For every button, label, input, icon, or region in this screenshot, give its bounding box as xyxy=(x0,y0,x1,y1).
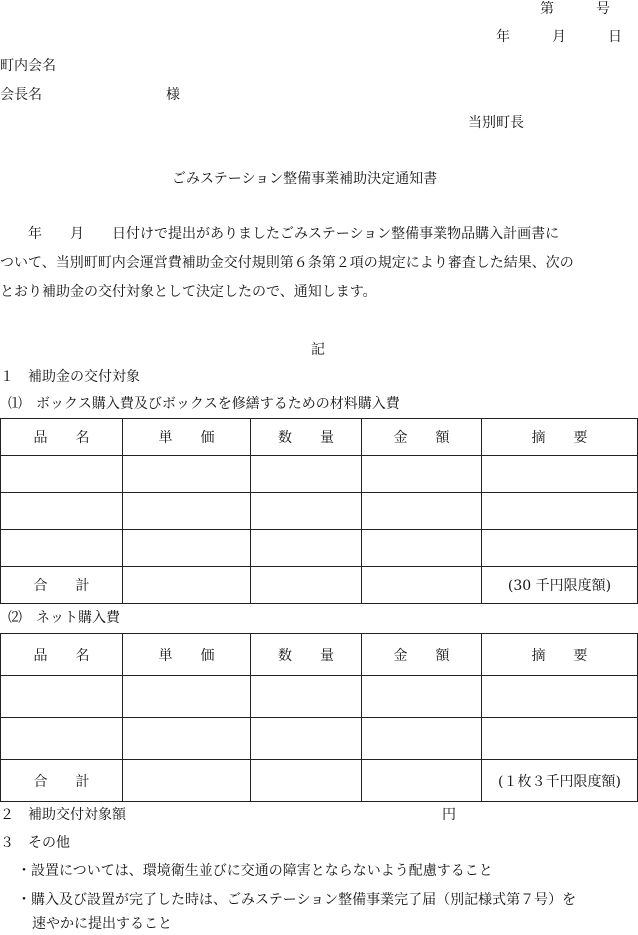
input-cell[interactable] xyxy=(251,530,362,567)
sender: 当別町長 xyxy=(468,115,524,131)
input-cell[interactable] xyxy=(251,493,362,530)
col-unit-price: 単 価 xyxy=(123,634,251,676)
section3-heading: ３ その他 xyxy=(0,835,70,851)
col-amount: 金 額 xyxy=(362,634,482,676)
input-cell[interactable] xyxy=(1,530,123,567)
input-cell[interactable] xyxy=(1,493,123,530)
input-cell[interactable] xyxy=(123,530,251,567)
limit-note: (１枚３千円限度額) xyxy=(482,760,638,802)
table-row xyxy=(1,456,638,493)
input-cell[interactable] xyxy=(1,456,123,493)
table-row xyxy=(1,493,638,530)
bullet-item: ・購入及び設置が完了した時は、ごみステーション整備事業完了届（別記様式第７号）を xyxy=(17,892,577,908)
input-cell[interactable] xyxy=(123,718,251,760)
input-cell[interactable] xyxy=(482,456,638,493)
body-line-3: とおり補助金の交付対象として決定したので、通知します。 xyxy=(0,284,377,300)
number-line: 第 号 xyxy=(540,1,610,17)
col-item-name: 品 名 xyxy=(1,634,123,676)
section2-heading: ２ 補助交付対象額 xyxy=(0,807,126,823)
input-cell[interactable] xyxy=(482,718,638,760)
input-cell[interactable] xyxy=(1,718,123,760)
input-cell[interactable] xyxy=(251,760,362,802)
input-cell[interactable] xyxy=(362,456,482,493)
date-line: 年 月 日 xyxy=(496,29,622,45)
input-cell[interactable] xyxy=(251,456,362,493)
col-quantity: 数 量 xyxy=(251,419,362,456)
col-quantity: 数 量 xyxy=(251,634,362,676)
table-row xyxy=(1,530,638,567)
input-cell[interactable] xyxy=(362,567,482,604)
table1-caption: ⑴ ボックス購入費及びボックスを修繕するための材料購入費 xyxy=(8,396,400,412)
table2-caption: ⑵ ネット購入費 xyxy=(8,610,120,626)
table-total-row xyxy=(1,760,638,802)
total-label: 合 計 xyxy=(1,760,123,802)
col-remarks: 摘 要 xyxy=(482,419,638,456)
col-unit-price: 単 価 xyxy=(123,419,251,456)
honorific: 様 xyxy=(166,87,180,103)
col-item-name: 品 名 xyxy=(1,419,123,456)
input-cell[interactable] xyxy=(362,676,482,718)
section1-heading: １ 補助金の交付対象 xyxy=(0,369,140,385)
association-name-label: 町内会名 xyxy=(0,58,56,74)
body-paragraph xyxy=(0,220,638,307)
total-label: 合 計 xyxy=(1,567,123,604)
bullet-item: ・設置については、環境衛生並びに交通の障害とならないよう配慮すること xyxy=(17,863,493,879)
bullet-item-continuation: 速やかに提出すること xyxy=(32,916,172,932)
input-cell[interactable] xyxy=(362,493,482,530)
ki-marker: 記 xyxy=(311,342,325,358)
input-cell[interactable] xyxy=(123,493,251,530)
chairman-label: 会長名 xyxy=(0,87,42,103)
input-cell[interactable] xyxy=(123,760,251,802)
table-total-row xyxy=(1,567,638,604)
limit-note: (30 千円限度額) xyxy=(482,567,638,604)
input-cell[interactable] xyxy=(123,567,251,604)
input-cell[interactable] xyxy=(362,760,482,802)
input-cell[interactable] xyxy=(123,456,251,493)
input-cell[interactable] xyxy=(482,530,638,567)
document-title: ごみステーション整備事業補助決定通知書 xyxy=(172,171,438,187)
input-cell[interactable] xyxy=(362,530,482,567)
yen-unit: 円 xyxy=(442,807,456,823)
body-line-1: 年 月 日付けで提出がありましたごみステーション整備事業物品購入計画書に xyxy=(0,226,560,242)
table-row xyxy=(1,676,638,718)
col-remarks: 摘 要 xyxy=(482,634,638,676)
input-cell[interactable] xyxy=(251,718,362,760)
input-cell[interactable] xyxy=(251,676,362,718)
col-amount: 金 額 xyxy=(362,419,482,456)
input-cell[interactable] xyxy=(482,493,638,530)
body-line-2: ついて、当別町町内会運営費補助金交付規則第６条第２項の規定により審査した結果、次の xyxy=(0,255,574,271)
table-row xyxy=(1,718,638,760)
table-header-row xyxy=(1,634,638,676)
table-header-row xyxy=(1,419,638,456)
table-box-purchase xyxy=(0,418,638,604)
input-cell[interactable] xyxy=(362,718,482,760)
input-cell[interactable] xyxy=(1,676,123,718)
table-net-purchase xyxy=(0,633,638,802)
input-cell[interactable] xyxy=(251,567,362,604)
input-cell[interactable] xyxy=(482,676,638,718)
input-cell[interactable] xyxy=(123,676,251,718)
